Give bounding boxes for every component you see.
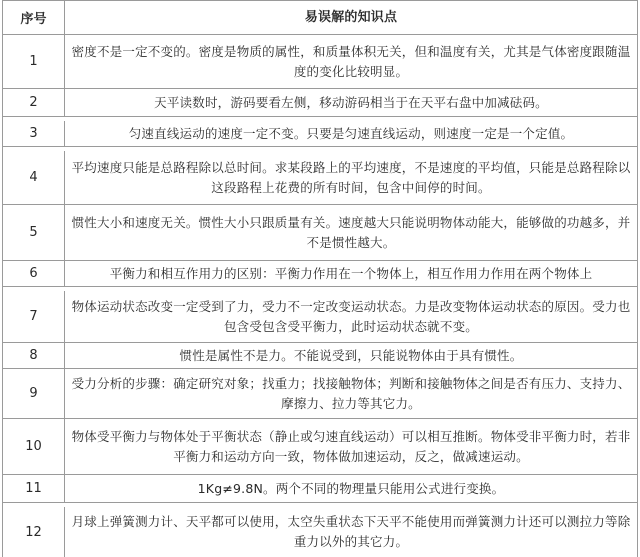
row-num: 8	[3, 343, 65, 368]
header-text: 易误解的知识点	[304, 9, 398, 25]
table-header-row	[3, 1, 637, 35]
table-row	[3, 121, 637, 147]
table-row	[3, 151, 637, 205]
table-row	[3, 507, 637, 557]
table-row	[3, 419, 637, 475]
row-num: 9	[3, 369, 65, 418]
row-text: 月球上弹簧测力计、天平都可以使用，太空失重状态下天平不能使用而弹簧测力计还可以测拉力等除重力以外的其它力。	[71, 514, 631, 549]
row-num: 2	[3, 89, 65, 116]
table-row	[3, 261, 637, 287]
row-text: 天平读数时，游码要看左侧，移动游码相当于在天平右盘中加减砝码。	[154, 94, 548, 110]
row-num: 3	[3, 121, 65, 146]
table-row	[3, 475, 637, 503]
row-text: 平均速度只能是总路程除以总时间。求某段路上的平均速度，不是速度的平均值，只能是总路程除以这段路程上花费的所有时间，包含中间停的时间。	[71, 159, 631, 195]
row-text: 匀速直线运动的速度一定不变。只要是匀速直线运动，则速度一定是一个定值。	[128, 125, 574, 141]
row-num: 7	[3, 291, 65, 342]
row-num: 5	[3, 205, 65, 260]
table-row	[3, 291, 637, 343]
header-num: 序号	[3, 1, 65, 34]
row-num: 6	[3, 261, 65, 286]
row-text: 惯性大小和速度无关。惯性大小只跟质量有关。速度越大只能说明物体动能大，能够做的功越多，并不是惯性越大。	[71, 214, 631, 250]
row-text: 受力分析的步骤：确定研究对象；找重力；找接触物体；判断和接触物体之间是否有压力、支持力、摩擦力、拉力等其它力。	[71, 375, 631, 411]
row-text: 惯性是属性不是力。不能说受到，只能说物体由于具有惯性。	[179, 347, 523, 363]
row-num: 1	[3, 35, 65, 88]
table-row	[3, 205, 637, 261]
row-text: 平衡力和相互作用力的区别：平衡力作用在一个物体上，相互作用力作用在两个物体上	[109, 265, 593, 281]
table-row	[3, 89, 637, 117]
table-row	[3, 343, 637, 369]
row-num: 11	[3, 475, 65, 502]
row-num: 4	[3, 151, 65, 204]
table-row	[3, 369, 637, 419]
table-row	[3, 35, 637, 89]
knowledge-table	[2, 0, 638, 557]
row-text: 密度不是一定不变的。密度是物质的属性，和质量体积无关，但和温度有关，尤其是气体密度跟随温度的变化比较明显。	[71, 43, 631, 79]
row-text: 物体受平衡力与物体处于平衡状态（静止或匀速直线运动）可以相互推断。物体受非平衡力时，若非平衡力和运动方向一致，物体做加速运动，反之，做减速运动。	[71, 428, 631, 464]
row-text: 物体运动状态改变一定受到了力，受力不一定改变运动状态。力是改变物体运动状态的原因。受力也包含受包含受平衡力，此时运动状态就不变。	[71, 298, 631, 334]
row-num: 10	[3, 419, 65, 474]
row-text: 1Kg≠9.8N。两个不同的物理量只能用公式进行变换。	[197, 480, 505, 496]
row-num: 12	[3, 507, 65, 557]
